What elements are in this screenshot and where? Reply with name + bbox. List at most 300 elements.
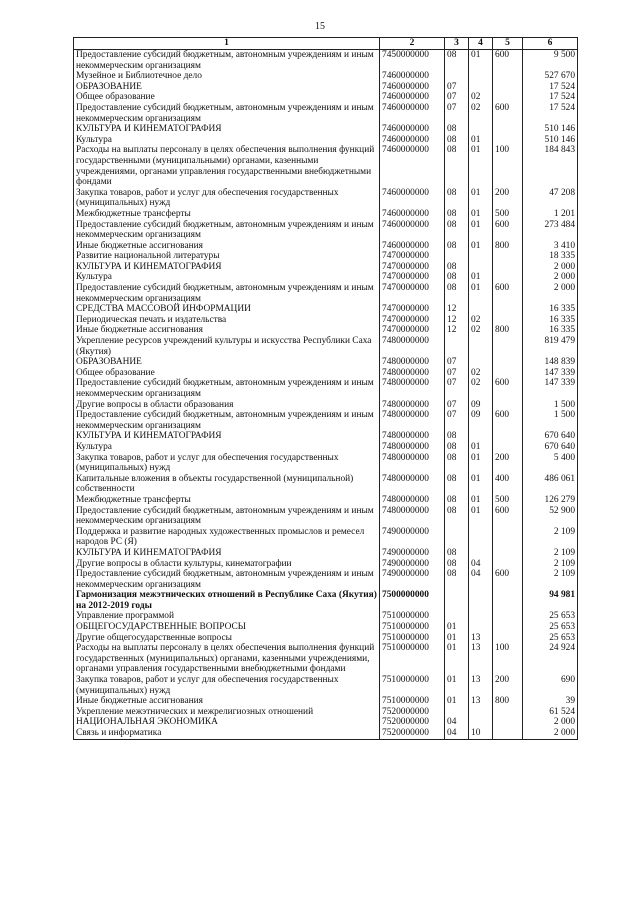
row-subsection: 01 [469,506,493,527]
row-name: Предоставление субсидий бюджетным, автономным учреждениям и иным некоммерческим организациям [74,410,380,431]
table-row [74,717,578,728]
row-subsection: 01 [469,209,493,220]
row-name: КУЛЬТУРА И КИНЕМАТОГРАФИЯ [74,262,380,273]
row-subsection: 01 [469,50,493,72]
row-section: 08 [445,569,469,590]
row-amount: 184 843 [523,145,578,187]
row-amount: 5 400 [523,453,578,474]
row-code: 7450000000 [380,50,445,72]
row-name: НАЦИОНАЛЬНАЯ ЭКОНОМИКА [74,717,380,728]
row-code: 7460000000 [380,71,445,82]
row-amount: 2 109 [523,548,578,559]
column-header: 5 [493,38,523,50]
row-expense-type: 500 [493,495,523,506]
row-section: 04 [445,717,469,728]
row-code: 7470000000 [380,283,445,304]
row-expense-type [493,707,523,718]
table-row [74,495,578,506]
row-subsection: 13 [469,643,493,675]
row-section: 08 [445,283,469,304]
row-subsection [469,548,493,559]
table-row [74,262,578,273]
row-section: 12 [445,325,469,336]
row-section: 01 [445,643,469,675]
row-amount: 25 653 [523,611,578,622]
row-expense-type: 100 [493,145,523,187]
row-subsection [469,82,493,93]
row-amount: 17 524 [523,92,578,103]
row-subsection: 01 [469,220,493,241]
table-row [74,643,578,675]
row-amount: 690 [523,675,578,696]
table-row [74,71,578,82]
row-expense-type [493,633,523,644]
row-code: 7480000000 [380,453,445,474]
row-subsection [469,590,493,611]
row-section [445,336,469,357]
row-subsection [469,251,493,262]
row-section: 01 [445,622,469,633]
row-amount: 24 924 [523,643,578,675]
row-subsection: 01 [469,442,493,453]
row-amount: 126 279 [523,495,578,506]
table-row [74,325,578,336]
row-expense-type [493,124,523,135]
row-subsection [469,304,493,315]
row-section: 08 [445,262,469,273]
row-expense-type [493,304,523,315]
row-amount: 2 000 [523,262,578,273]
row-expense-type: 800 [493,241,523,252]
row-name: Предоставление субсидий бюджетным, автономным учреждениям и иным некоммерческим организациям [74,506,380,527]
row-amount: 1 500 [523,400,578,411]
row-name: Межбюджетные трансферты [74,495,380,506]
row-subsection: 04 [469,569,493,590]
table-row [74,135,578,146]
row-subsection: 02 [469,378,493,399]
row-expense-type: 200 [493,453,523,474]
row-subsection [469,527,493,548]
column-header: 4 [469,38,493,50]
row-expense-type [493,71,523,82]
table-row [74,474,578,495]
row-subsection: 02 [469,103,493,124]
row-code: 7480000000 [380,378,445,399]
row-amount: 1 201 [523,209,578,220]
row-subsection: 13 [469,696,493,707]
row-expense-type [493,272,523,283]
row-amount: 16 335 [523,325,578,336]
row-amount: 18 335 [523,251,578,262]
row-section: 08 [445,209,469,220]
row-subsection: 02 [469,92,493,103]
table-row [74,220,578,241]
row-amount: 2 000 [523,728,578,739]
row-expense-type [493,431,523,442]
table-row [74,431,578,442]
row-subsection: 09 [469,410,493,431]
row-amount: 670 640 [523,431,578,442]
row-code: 7500000000 [380,590,445,611]
row-section [445,251,469,262]
row-expense-type [493,251,523,262]
row-expense-type: 100 [493,643,523,675]
row-amount: 2 000 [523,283,578,304]
row-expense-type [493,82,523,93]
row-section: 08 [445,548,469,559]
row-section: 08 [445,474,469,495]
row-name: Предоставление субсидий бюджетным, автономным учреждениям и иным некоммерческим организациям [74,569,380,590]
row-section: 07 [445,92,469,103]
row-subsection: 13 [469,675,493,696]
table-row [74,92,578,103]
column-header: 2 [380,38,445,50]
row-amount: 16 335 [523,315,578,326]
row-code: 7480000000 [380,368,445,379]
row-amount: 9 500 [523,50,578,72]
row-code: 7470000000 [380,304,445,315]
row-section [445,611,469,622]
row-section: 08 [445,135,469,146]
row-name: Другие вопросы в области образования [74,400,380,411]
table-row [74,272,578,283]
row-amount: 273 484 [523,220,578,241]
row-amount: 510 146 [523,135,578,146]
row-name: Предоставление субсидий бюджетным, автономным учреждениям и иным некоммерческим организациям [74,50,380,72]
table-row [74,251,578,262]
row-expense-type: 600 [493,506,523,527]
table-row [74,590,578,611]
row-code: 7460000000 [380,145,445,187]
row-name: Иные бюджетные ассигнования [74,241,380,252]
row-subsection: 13 [469,633,493,644]
budget-table [73,37,578,740]
row-name: Культура [74,272,380,283]
row-subsection [469,124,493,135]
row-section: 07 [445,368,469,379]
table-row [74,50,578,72]
row-amount: 17 524 [523,103,578,124]
row-name: Предоставление субсидий бюджетным, автономным учреждениям и иным некоммерческим организациям [74,103,380,124]
row-name: КУЛЬТУРА И КИНЕМАТОГРАФИЯ [74,431,380,442]
row-code: 7490000000 [380,569,445,590]
column-header: 1 [74,38,380,50]
row-name: КУЛЬТУРА И КИНЕМАТОГРАФИЯ [74,124,380,135]
row-name: Периодическая печать и издательства [74,315,380,326]
row-amount: 17 524 [523,82,578,93]
row-expense-type [493,559,523,570]
row-code: 7480000000 [380,431,445,442]
row-subsection [469,336,493,357]
row-amount: 527 670 [523,71,578,82]
table-row [74,378,578,399]
row-code: 7510000000 [380,696,445,707]
row-amount: 16 335 [523,304,578,315]
row-name: Расходы на выплаты персоналу в целях обеспечения выполнения функций государственными (муниципальными) органами, казенными учреждениями, органами управления государственными внебюджетными фондами [74,145,380,187]
row-amount: 147 339 [523,378,578,399]
row-subsection: 09 [469,400,493,411]
row-amount: 2 000 [523,272,578,283]
row-amount: 819 479 [523,336,578,357]
row-name: Закупка товаров, работ и услуг для обеспечения государственных (муниципальных) нужд [74,453,380,474]
row-name: Культура [74,135,380,146]
row-section: 07 [445,103,469,124]
row-name: ОБРАЗОВАНИЕ [74,357,380,368]
row-code: 7480000000 [380,506,445,527]
table-row [74,506,578,527]
row-expense-type: 600 [493,378,523,399]
row-subsection: 10 [469,728,493,739]
row-subsection [469,431,493,442]
row-expense-type [493,368,523,379]
row-expense-type: 800 [493,325,523,336]
row-name: Развитие национальной литературы [74,251,380,262]
row-code: 7470000000 [380,262,445,273]
row-name: Закупка товаров, работ и услуг для обеспечения государственных (муниципальных) нужд [74,188,380,209]
row-name: Межбюджетные трансферты [74,209,380,220]
row-code: 7510000000 [380,611,445,622]
row-amount: 148 839 [523,357,578,368]
row-subsection [469,707,493,718]
row-section: 08 [445,145,469,187]
row-code: 7460000000 [380,103,445,124]
row-amount: 25 653 [523,633,578,644]
row-code: 7480000000 [380,400,445,411]
row-code: 7460000000 [380,220,445,241]
table-row [74,304,578,315]
row-expense-type [493,717,523,728]
row-subsection: 04 [469,559,493,570]
table-row [74,209,578,220]
row-section: 08 [445,124,469,135]
row-code: 7490000000 [380,527,445,548]
row-expense-type [493,357,523,368]
row-section: 07 [445,400,469,411]
row-amount: 2 109 [523,559,578,570]
row-section: 08 [445,453,469,474]
row-subsection [469,357,493,368]
row-section [445,590,469,611]
table-row [74,442,578,453]
row-name: Поддержка и развитие народных художественных промыслов и ремесел народов РС (Я) [74,527,380,548]
table-row [74,400,578,411]
page-number: 15 [315,21,325,32]
row-expense-type: 500 [493,209,523,220]
row-expense-type [493,400,523,411]
row-subsection: 01 [469,135,493,146]
row-code: 7470000000 [380,315,445,326]
row-section: 08 [445,506,469,527]
row-expense-type [493,611,523,622]
table-row [74,368,578,379]
table-row [74,188,578,209]
row-amount: 94 981 [523,590,578,611]
row-expense-type [493,315,523,326]
row-code: 7460000000 [380,82,445,93]
row-code: 7460000000 [380,135,445,146]
row-code: 7520000000 [380,728,445,739]
row-expense-type [493,135,523,146]
row-name: Культура [74,442,380,453]
row-name: Общее образование [74,368,380,379]
table-row [74,410,578,431]
row-amount: 61 524 [523,707,578,718]
row-section: 01 [445,633,469,644]
row-code: 7510000000 [380,675,445,696]
row-subsection [469,717,493,728]
table-row [74,707,578,718]
row-expense-type: 200 [493,188,523,209]
row-code: 7490000000 [380,559,445,570]
row-amount: 25 653 [523,622,578,633]
row-code: 7480000000 [380,357,445,368]
row-name: Музейное и Библиотечное дело [74,71,380,82]
row-section: 08 [445,431,469,442]
row-subsection: 01 [469,283,493,304]
row-section: 08 [445,188,469,209]
table-row [74,82,578,93]
row-subsection: 01 [469,272,493,283]
column-header: 3 [445,38,469,50]
row-name: Общее образование [74,92,380,103]
row-code: 7510000000 [380,622,445,633]
row-section: 08 [445,50,469,72]
row-expense-type [493,590,523,611]
row-section: 07 [445,357,469,368]
row-section [445,527,469,548]
row-subsection: 01 [469,188,493,209]
row-name: Капитальные вложения в объекты государственной (муниципальной) собственности [74,474,380,495]
row-expense-type: 400 [493,474,523,495]
row-expense-type [493,92,523,103]
column-header: 6 [523,38,578,50]
row-section: 12 [445,304,469,315]
row-amount: 39 [523,696,578,707]
row-expense-type: 600 [493,410,523,431]
table-row [74,453,578,474]
row-subsection: 02 [469,368,493,379]
row-name: Иные бюджетные ассигнования [74,325,380,336]
row-code: 7470000000 [380,325,445,336]
table-header-row [74,38,578,50]
row-name: Укрепление межэтнических и межрелигиозных отношений [74,707,380,718]
row-code: 7480000000 [380,336,445,357]
row-expense-type: 600 [493,50,523,72]
row-amount: 3 410 [523,241,578,252]
row-amount: 670 640 [523,442,578,453]
row-section: 08 [445,220,469,241]
row-code: 7460000000 [380,188,445,209]
row-code: 7460000000 [380,124,445,135]
table-row [74,548,578,559]
row-subsection [469,262,493,273]
row-amount: 510 146 [523,124,578,135]
row-expense-type [493,728,523,739]
row-subsection: 02 [469,325,493,336]
row-amount: 47 208 [523,188,578,209]
row-subsection [469,71,493,82]
row-expense-type [493,622,523,633]
row-name: Укрепление ресурсов учреждений культуры и искусства Республики Саха (Якутия) [74,336,380,357]
table-body [74,50,578,740]
table-row [74,675,578,696]
table-row [74,283,578,304]
row-section [445,707,469,718]
table-row [74,336,578,357]
row-amount: 486 061 [523,474,578,495]
row-subsection: 01 [469,453,493,474]
row-code: 7480000000 [380,495,445,506]
row-amount: 2 000 [523,717,578,728]
row-section: 01 [445,675,469,696]
row-expense-type [493,336,523,357]
table-row [74,569,578,590]
table-row [74,527,578,548]
table-row [74,696,578,707]
table-row [74,124,578,135]
row-name: Связь и информатика [74,728,380,739]
row-subsection [469,622,493,633]
row-code: 7460000000 [380,92,445,103]
row-name: Предоставление субсидий бюджетным, автономным учреждениям и иным некоммерческим организациям [74,378,380,399]
row-section: 12 [445,315,469,326]
row-code: 7460000000 [380,209,445,220]
row-name: КУЛЬТУРА И КИНЕМАТОГРАФИЯ [74,548,380,559]
row-code: 7480000000 [380,474,445,495]
table-row [74,145,578,187]
row-expense-type: 600 [493,220,523,241]
row-subsection: 01 [469,495,493,506]
table-row [74,241,578,252]
row-amount: 52 900 [523,506,578,527]
row-amount: 2 109 [523,569,578,590]
row-name: Другие вопросы в области культуры, кинематографии [74,559,380,570]
row-section: 08 [445,442,469,453]
row-code: 7470000000 [380,272,445,283]
row-code: 7510000000 [380,643,445,675]
table-row [74,611,578,622]
row-code: 7480000000 [380,442,445,453]
row-name: Гармонизация межэтнических отношений в Республике Саха (Якутия) на 2012-2019 годы [74,590,380,611]
row-section: 07 [445,82,469,93]
row-amount: 1 500 [523,410,578,431]
table-row [74,633,578,644]
row-subsection: 01 [469,145,493,187]
row-name: ОБЩЕГОСУДАРСТВЕННЫЕ ВОПРОСЫ [74,622,380,633]
row-code: 7490000000 [380,548,445,559]
row-subsection [469,611,493,622]
row-name: Другие общегосударственные вопросы [74,633,380,644]
row-code: 7520000000 [380,717,445,728]
row-section: 08 [445,241,469,252]
table-row [74,103,578,124]
row-name: Иные бюджетные ассигнования [74,696,380,707]
row-expense-type: 800 [493,696,523,707]
row-expense-type: 600 [493,283,523,304]
row-code: 7520000000 [380,707,445,718]
row-section: 04 [445,728,469,739]
row-expense-type [493,442,523,453]
row-name: Расходы на выплаты персоналу в целях обеспечения выполнения функций государственных (муниципальных) органами, казенными учреждениями, органами управления государственными внебюджетными фондами [74,643,380,675]
row-expense-type [493,548,523,559]
row-section: 08 [445,559,469,570]
table-row [74,357,578,368]
row-section [445,71,469,82]
row-expense-type [493,262,523,273]
row-section: 07 [445,410,469,431]
row-expense-type: 600 [493,103,523,124]
row-section: 08 [445,272,469,283]
